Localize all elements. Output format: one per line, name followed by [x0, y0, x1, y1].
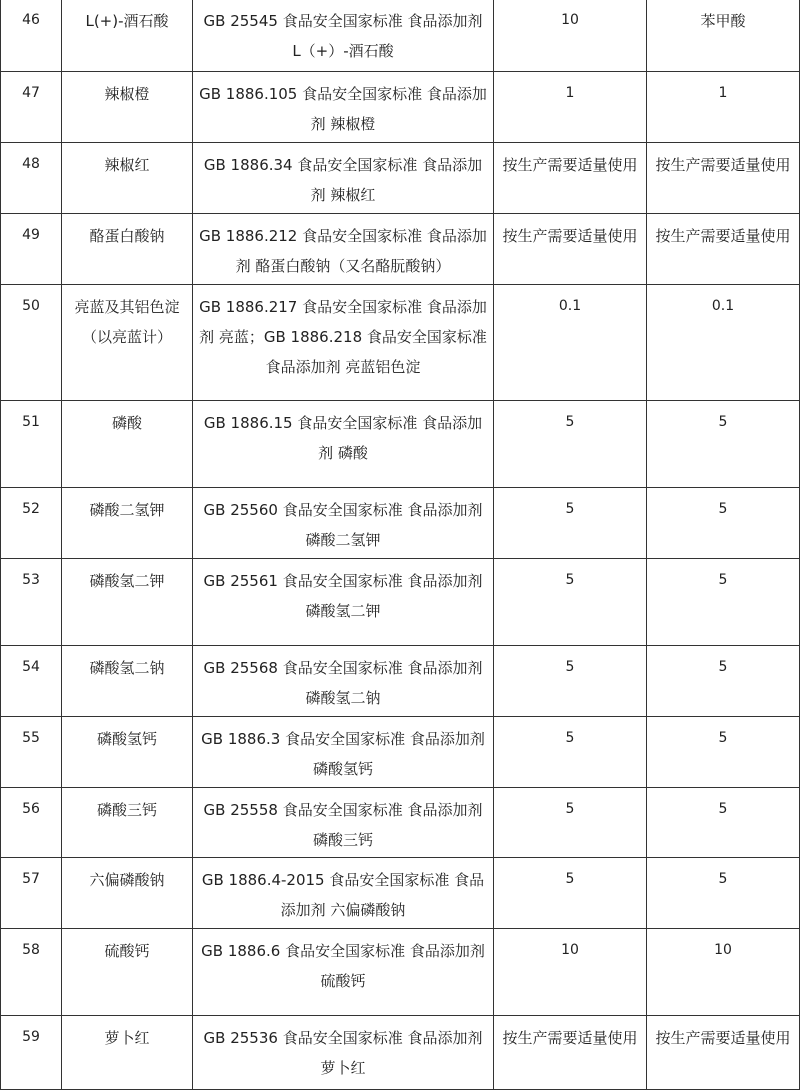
- limit-value-a: 按生产需要适量使用: [494, 143, 647, 214]
- additive-name: 六偏磷酸钠: [62, 858, 193, 929]
- additive-name: 磷酸二氢钾: [62, 488, 193, 559]
- row-number: 55: [1, 717, 62, 788]
- row-number: 54: [1, 646, 62, 717]
- standard-reference: GB 1886.15 食品安全国家标准 食品添加剂 磷酸: [193, 401, 494, 488]
- standard-reference: GB 1886.4-2015 食品安全国家标准 食品添加剂 六偏磷酸钠: [193, 858, 494, 929]
- table-row: [1, 788, 800, 858]
- additive-table-body: [1, 0, 800, 1090]
- row-number: 51: [1, 401, 62, 488]
- row-number: 58: [1, 929, 62, 1016]
- additive-name: 磷酸氢二钠: [62, 646, 193, 717]
- additive-name: 亮蓝及其铝色淀（以亮蓝计）: [62, 285, 193, 401]
- standard-reference: GB 1886.217 食品安全国家标准 食品添加剂 亮蓝；GB 1886.218 食品安全国家标准 食品添加剂 亮蓝铝色淀: [193, 285, 494, 401]
- standard-reference: GB 1886.105 食品安全国家标准 食品添加剂 辣椒橙: [193, 72, 494, 143]
- table-row: [1, 858, 800, 929]
- additive-name: 辣椒红: [62, 143, 193, 214]
- table-row: [1, 401, 800, 488]
- table-row: [1, 717, 800, 788]
- table-row: [1, 214, 800, 285]
- table-row: [1, 72, 800, 143]
- row-number: 49: [1, 214, 62, 285]
- additive-name: L(+)-酒石酸: [62, 0, 193, 72]
- limit-value-a: 5: [494, 858, 647, 929]
- additive-name: 酪蛋白酸钠: [62, 214, 193, 285]
- limit-value-b: 按生产需要适量使用: [647, 143, 800, 214]
- limit-value-a: 10: [494, 929, 647, 1016]
- row-number: 52: [1, 488, 62, 559]
- standard-reference: GB 25558 食品安全国家标准 食品添加剂 磷酸三钙: [193, 788, 494, 858]
- additive-name: 辣椒橙: [62, 72, 193, 143]
- limit-value-b: 5: [647, 858, 800, 929]
- row-number: 47: [1, 72, 62, 143]
- limit-value-a: 5: [494, 646, 647, 717]
- standard-reference: GB 1886.6 食品安全国家标准 食品添加剂 硫酸钙: [193, 929, 494, 1016]
- limit-value-a: 1: [494, 72, 647, 143]
- additive-name: 磷酸氢钙: [62, 717, 193, 788]
- table-row: [1, 646, 800, 717]
- standard-reference: GB 25561 食品安全国家标准 食品添加剂 磷酸氢二钾: [193, 559, 494, 646]
- row-number: 57: [1, 858, 62, 929]
- table-row: [1, 559, 800, 646]
- row-number: 59: [1, 1016, 62, 1090]
- row-number: 48: [1, 143, 62, 214]
- table-row: [1, 488, 800, 559]
- limit-value-b: 苯甲酸: [647, 0, 800, 72]
- limit-value-b: 按生产需要适量使用: [647, 214, 800, 285]
- additive-name: 磷酸氢二钾: [62, 559, 193, 646]
- standard-reference: GB 1886.34 食品安全国家标准 食品添加剂 辣椒红: [193, 143, 494, 214]
- limit-value-b: 5: [647, 559, 800, 646]
- limit-value-b: 0.1: [647, 285, 800, 401]
- limit-value-b: 5: [647, 646, 800, 717]
- limit-value-b: 10: [647, 929, 800, 1016]
- additive-name: 萝卜红: [62, 1016, 193, 1090]
- standard-reference: GB 25545 食品安全国家标准 食品添加剂 L（+）-酒石酸: [193, 0, 494, 72]
- standard-reference: GB 1886.212 食品安全国家标准 食品添加剂 酪蛋白酸钠（又名酪朊酸钠）: [193, 214, 494, 285]
- row-number: 46: [1, 0, 62, 72]
- limit-value-a: 5: [494, 488, 647, 559]
- additive-name: 磷酸: [62, 401, 193, 488]
- standard-reference: GB 1886.3 食品安全国家标准 食品添加剂 磷酸氢钙: [193, 717, 494, 788]
- limit-value-a: 5: [494, 788, 647, 858]
- table-row: [1, 285, 800, 401]
- limit-value-b: 5: [647, 788, 800, 858]
- table-row: [1, 929, 800, 1016]
- limit-value-b: 5: [647, 401, 800, 488]
- limit-value-a: 10: [494, 0, 647, 72]
- limit-value-a: 5: [494, 717, 647, 788]
- row-number: 53: [1, 559, 62, 646]
- limit-value-a: 按生产需要适量使用: [494, 214, 647, 285]
- limit-value-b: 5: [647, 717, 800, 788]
- table-row: [1, 1016, 800, 1090]
- row-number: 56: [1, 788, 62, 858]
- limit-value-b: 按生产需要适量使用: [647, 1016, 800, 1090]
- limit-value-a: 5: [494, 401, 647, 488]
- table-row: [1, 0, 800, 72]
- limit-value-a: 0.1: [494, 285, 647, 401]
- limit-value-b: 1: [647, 72, 800, 143]
- limit-value-b: 5: [647, 488, 800, 559]
- additive-name: 磷酸三钙: [62, 788, 193, 858]
- limit-value-a: 按生产需要适量使用: [494, 1016, 647, 1090]
- standard-reference: GB 25568 食品安全国家标准 食品添加剂 磷酸氢二钠: [193, 646, 494, 717]
- limit-value-a: 5: [494, 559, 647, 646]
- table-row: [1, 143, 800, 214]
- row-number: 50: [1, 285, 62, 401]
- additive-name: 硫酸钙: [62, 929, 193, 1016]
- standard-reference: GB 25560 食品安全国家标准 食品添加剂 磷酸二氢钾: [193, 488, 494, 559]
- standard-reference: GB 25536 食品安全国家标准 食品添加剂 萝卜红: [193, 1016, 494, 1090]
